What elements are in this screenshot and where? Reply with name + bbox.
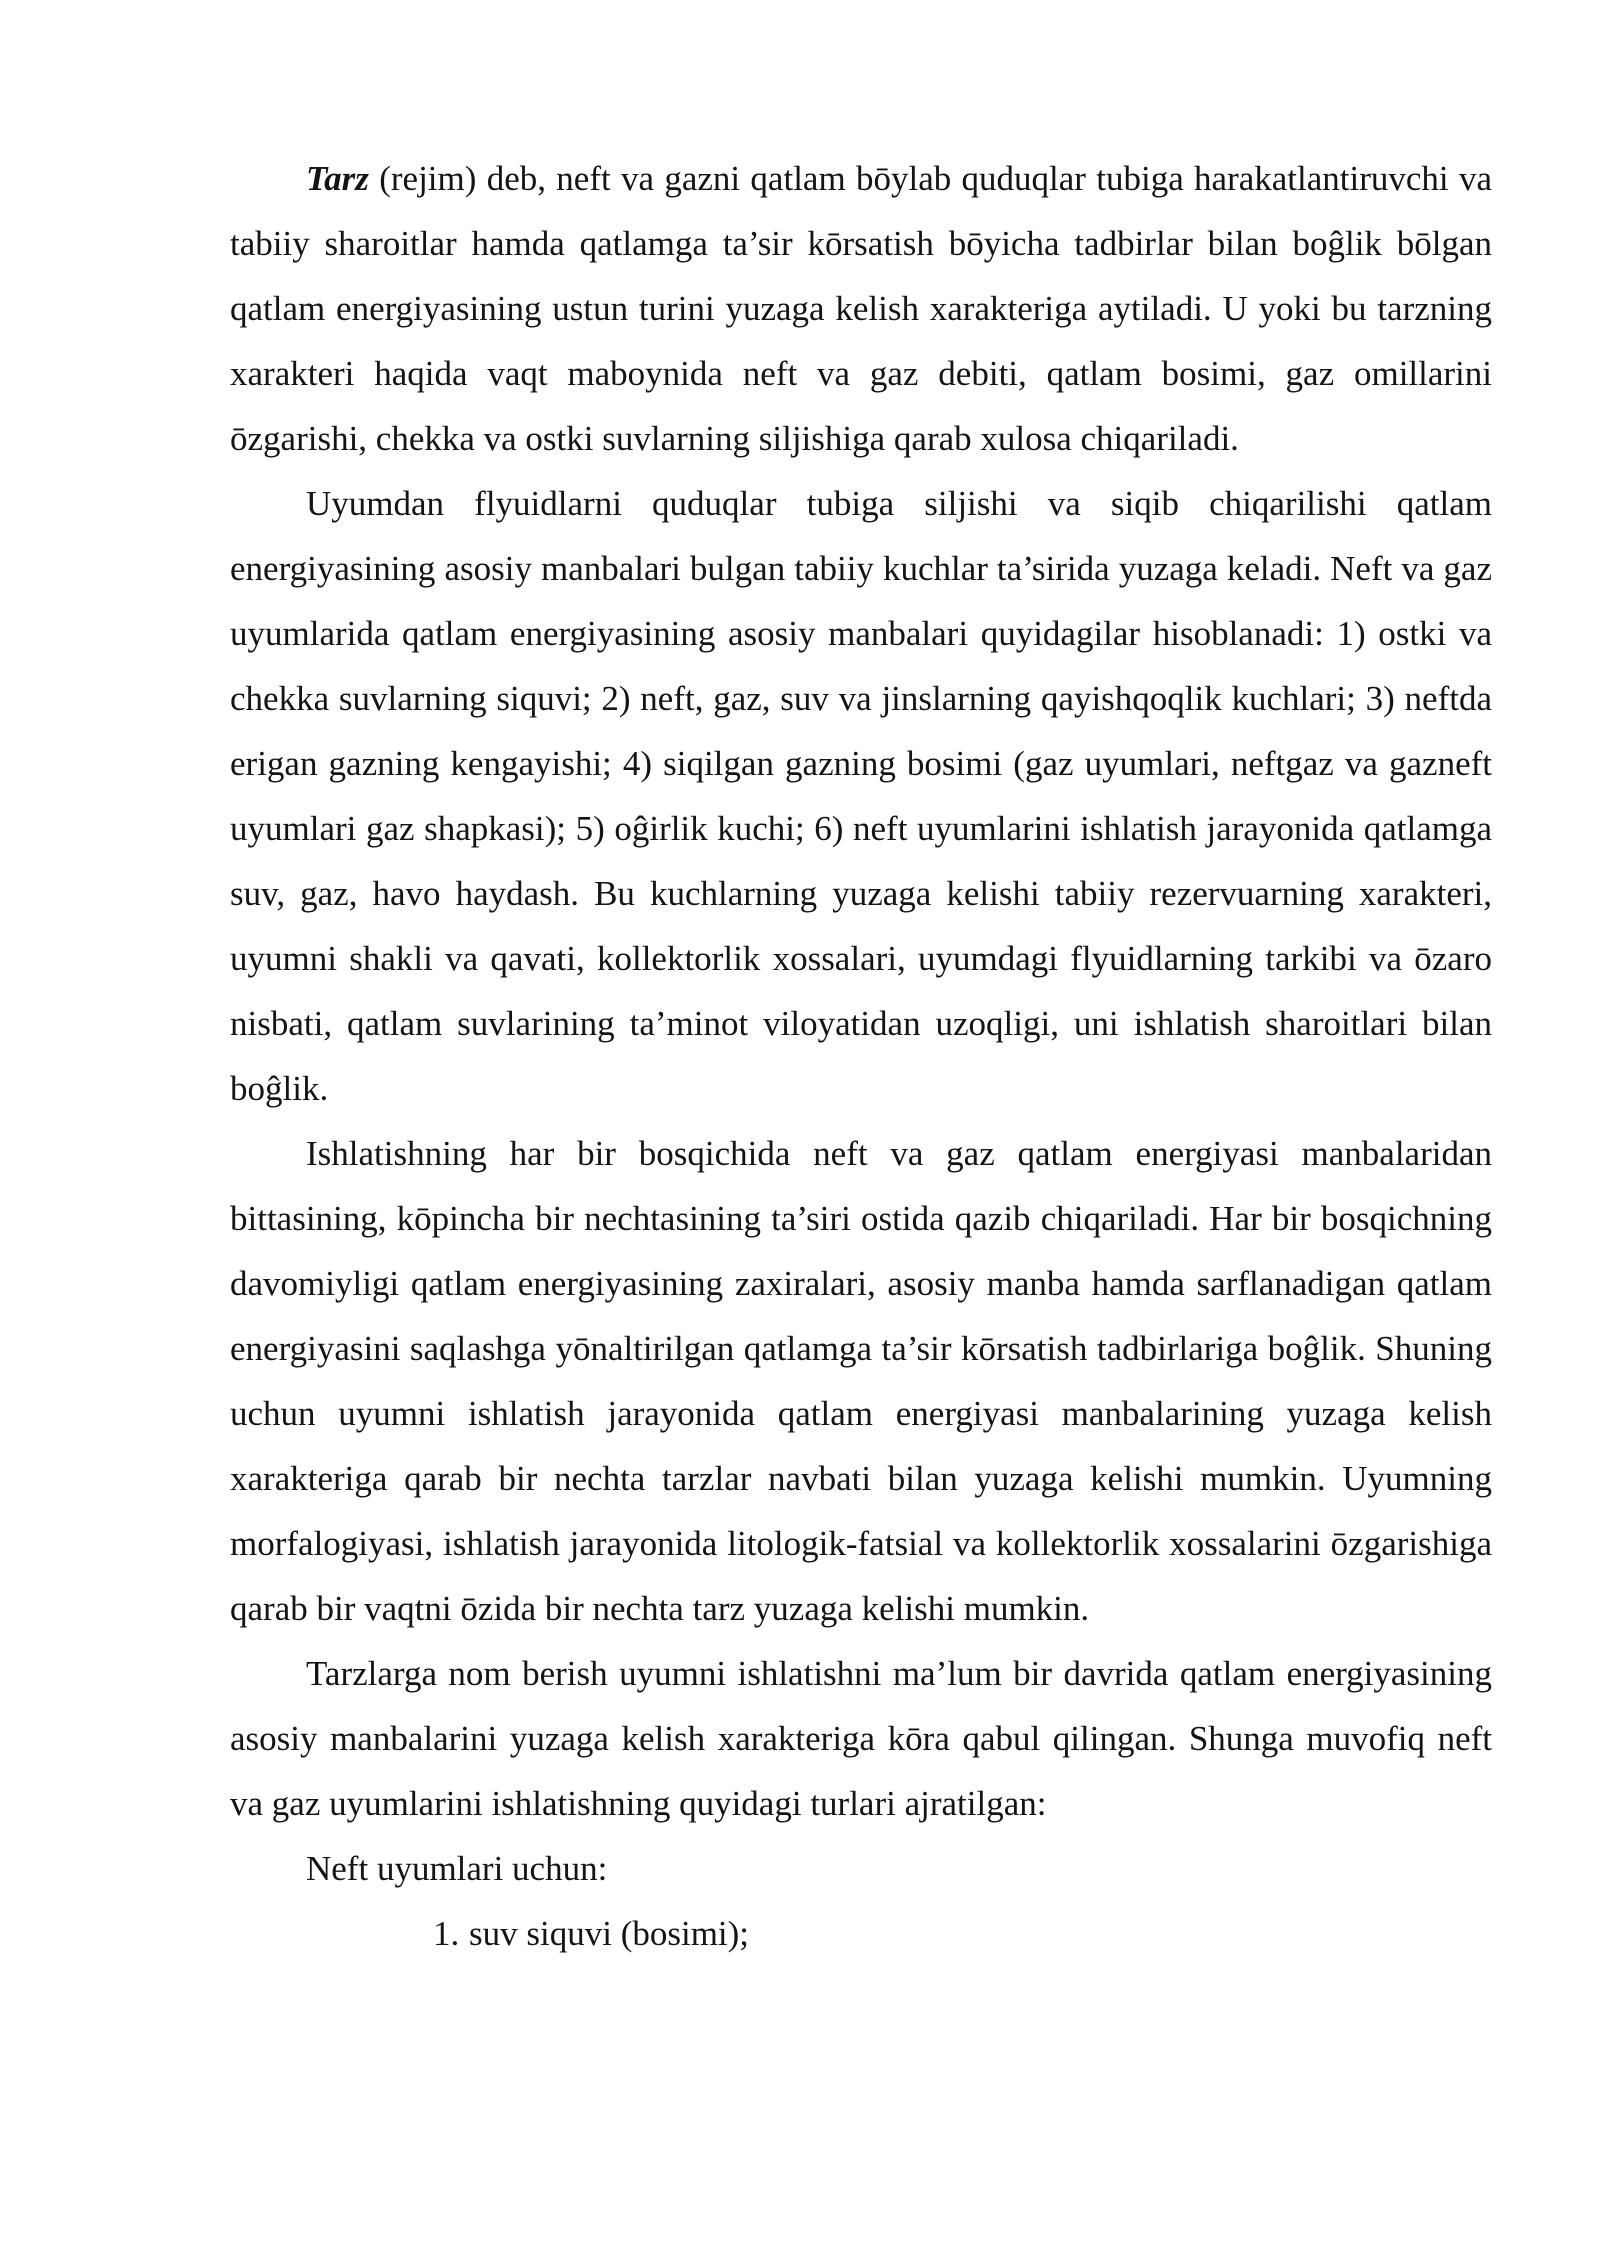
paragraph-energy-sources: Uyumdan flyuidlarni quduqlar tubiga siljishi va siqib chiqarilishi qatlam energiyasining asosiy manbalari bulgan tabiiy kuchlar ta’sirida yuzaga keladi. Neft va gaz uyumlarida qatlam energiyasining asosiy manbalari quyidagilar hisoblanadi: 1) ostki va chekka suvlarning siquvi; 2) neft, gaz, suv va jinslarning qayishqoqlik kuchlari; 3) neftda erigan gazning kengayishi; 4) siqilgan gazning bosimi (gaz uyumlari, neftgaz va gazneft uyumlari gaz shapkasi); 5) oĝirlik kuchi; 6) neft uyumlarini ishlatish jarayonida qatlamga suv, gaz, havo haydash. Bu kuchlarning yuzaga kelishi tabiiy rezervuarning xarakteri, uyumni shakli va qavati, kollektorlik xossalari, uyumdagi flyuidlarning tarkibi va ōzaro nisbati, qatlam suvlarining ta’minot viloyatidan uzoqligi, uni ishlatish sharoitlari bilan boĝlik. [230,484,1492,1108]
list-item [230,1901,1492,1966]
paragraph-tarz-text: (rejim) deb, neft va gazni qatlam bōylab quduqlar tubiga harakatlantiruvchi va tabiiy sharoitlar hamda qatlamga ta’sir kōrsatish bōyicha tadbirlar bilan boĝlik bōlgan qatlam energiyasining ustun turini yuzaga kelish xarakteriga aytiladi. U yoki bu tarzning xarakteri haqida vaqt maboynida neft va gaz debiti, qatlam bosimi, gaz omillarini ōzgarishi, chekka va ostki suvlarning siljishiga qarab xulosa chiqariladi. [230,159,1492,458]
document-body [230,146,1492,1966]
paragraph-tarz-definition [230,146,1492,471]
paragraph-naming: Tarzlarga nom berish uyumni ishlatishni ma’lum bir davrida qatlam energiyasining asosiy manbalarini yuzaga kelish xarakteriga kōra qabul qilingan. Shunga muvofiq neft va gaz uyumlarini ishlatishning quyidagi turlari ajratilgan: [230,1654,1492,1823]
term-tarz: Tarz [306,159,369,198]
list-item-text: suv siquvi (bosimi); [469,1914,750,1953]
list-item-number: 1. [433,1914,460,1953]
paragraph-stages: Ishlatishning har bir bosqichida neft va gaz qatlam energiyasi manbalaridan bittasining, kōpincha bir nechtasining ta’siri ostida qazib chiqariladi. Har bir bosqichning davomiyligi qatlam energiyasining zaxiralari, asosiy manba hamda sarflanadigan qatlam energiyasini saqlashga yōnaltirilgan qatlamga ta’sir kōrsatish tadbirlariga boĝlik. Shuning uchun uyumni ishlatish jarayonida qatlam energiyasi manbalarining yuzaga kelish xarakteriga qarab bir nechta tarzlar navbati bilan yuzaga kelishi mumkin. Uyumning morfalogiyasi, ishlatish jarayonida litologik-fatsial va kollektorlik xossalarini ōzgarishiga qarab bir vaqtni ōzida bir nechta tarz yuzaga kelishi mumkin. [230,1134,1492,1628]
regime-list [230,1901,1492,1966]
list-heading: Neft uyumlari uchun: [306,1849,608,1888]
